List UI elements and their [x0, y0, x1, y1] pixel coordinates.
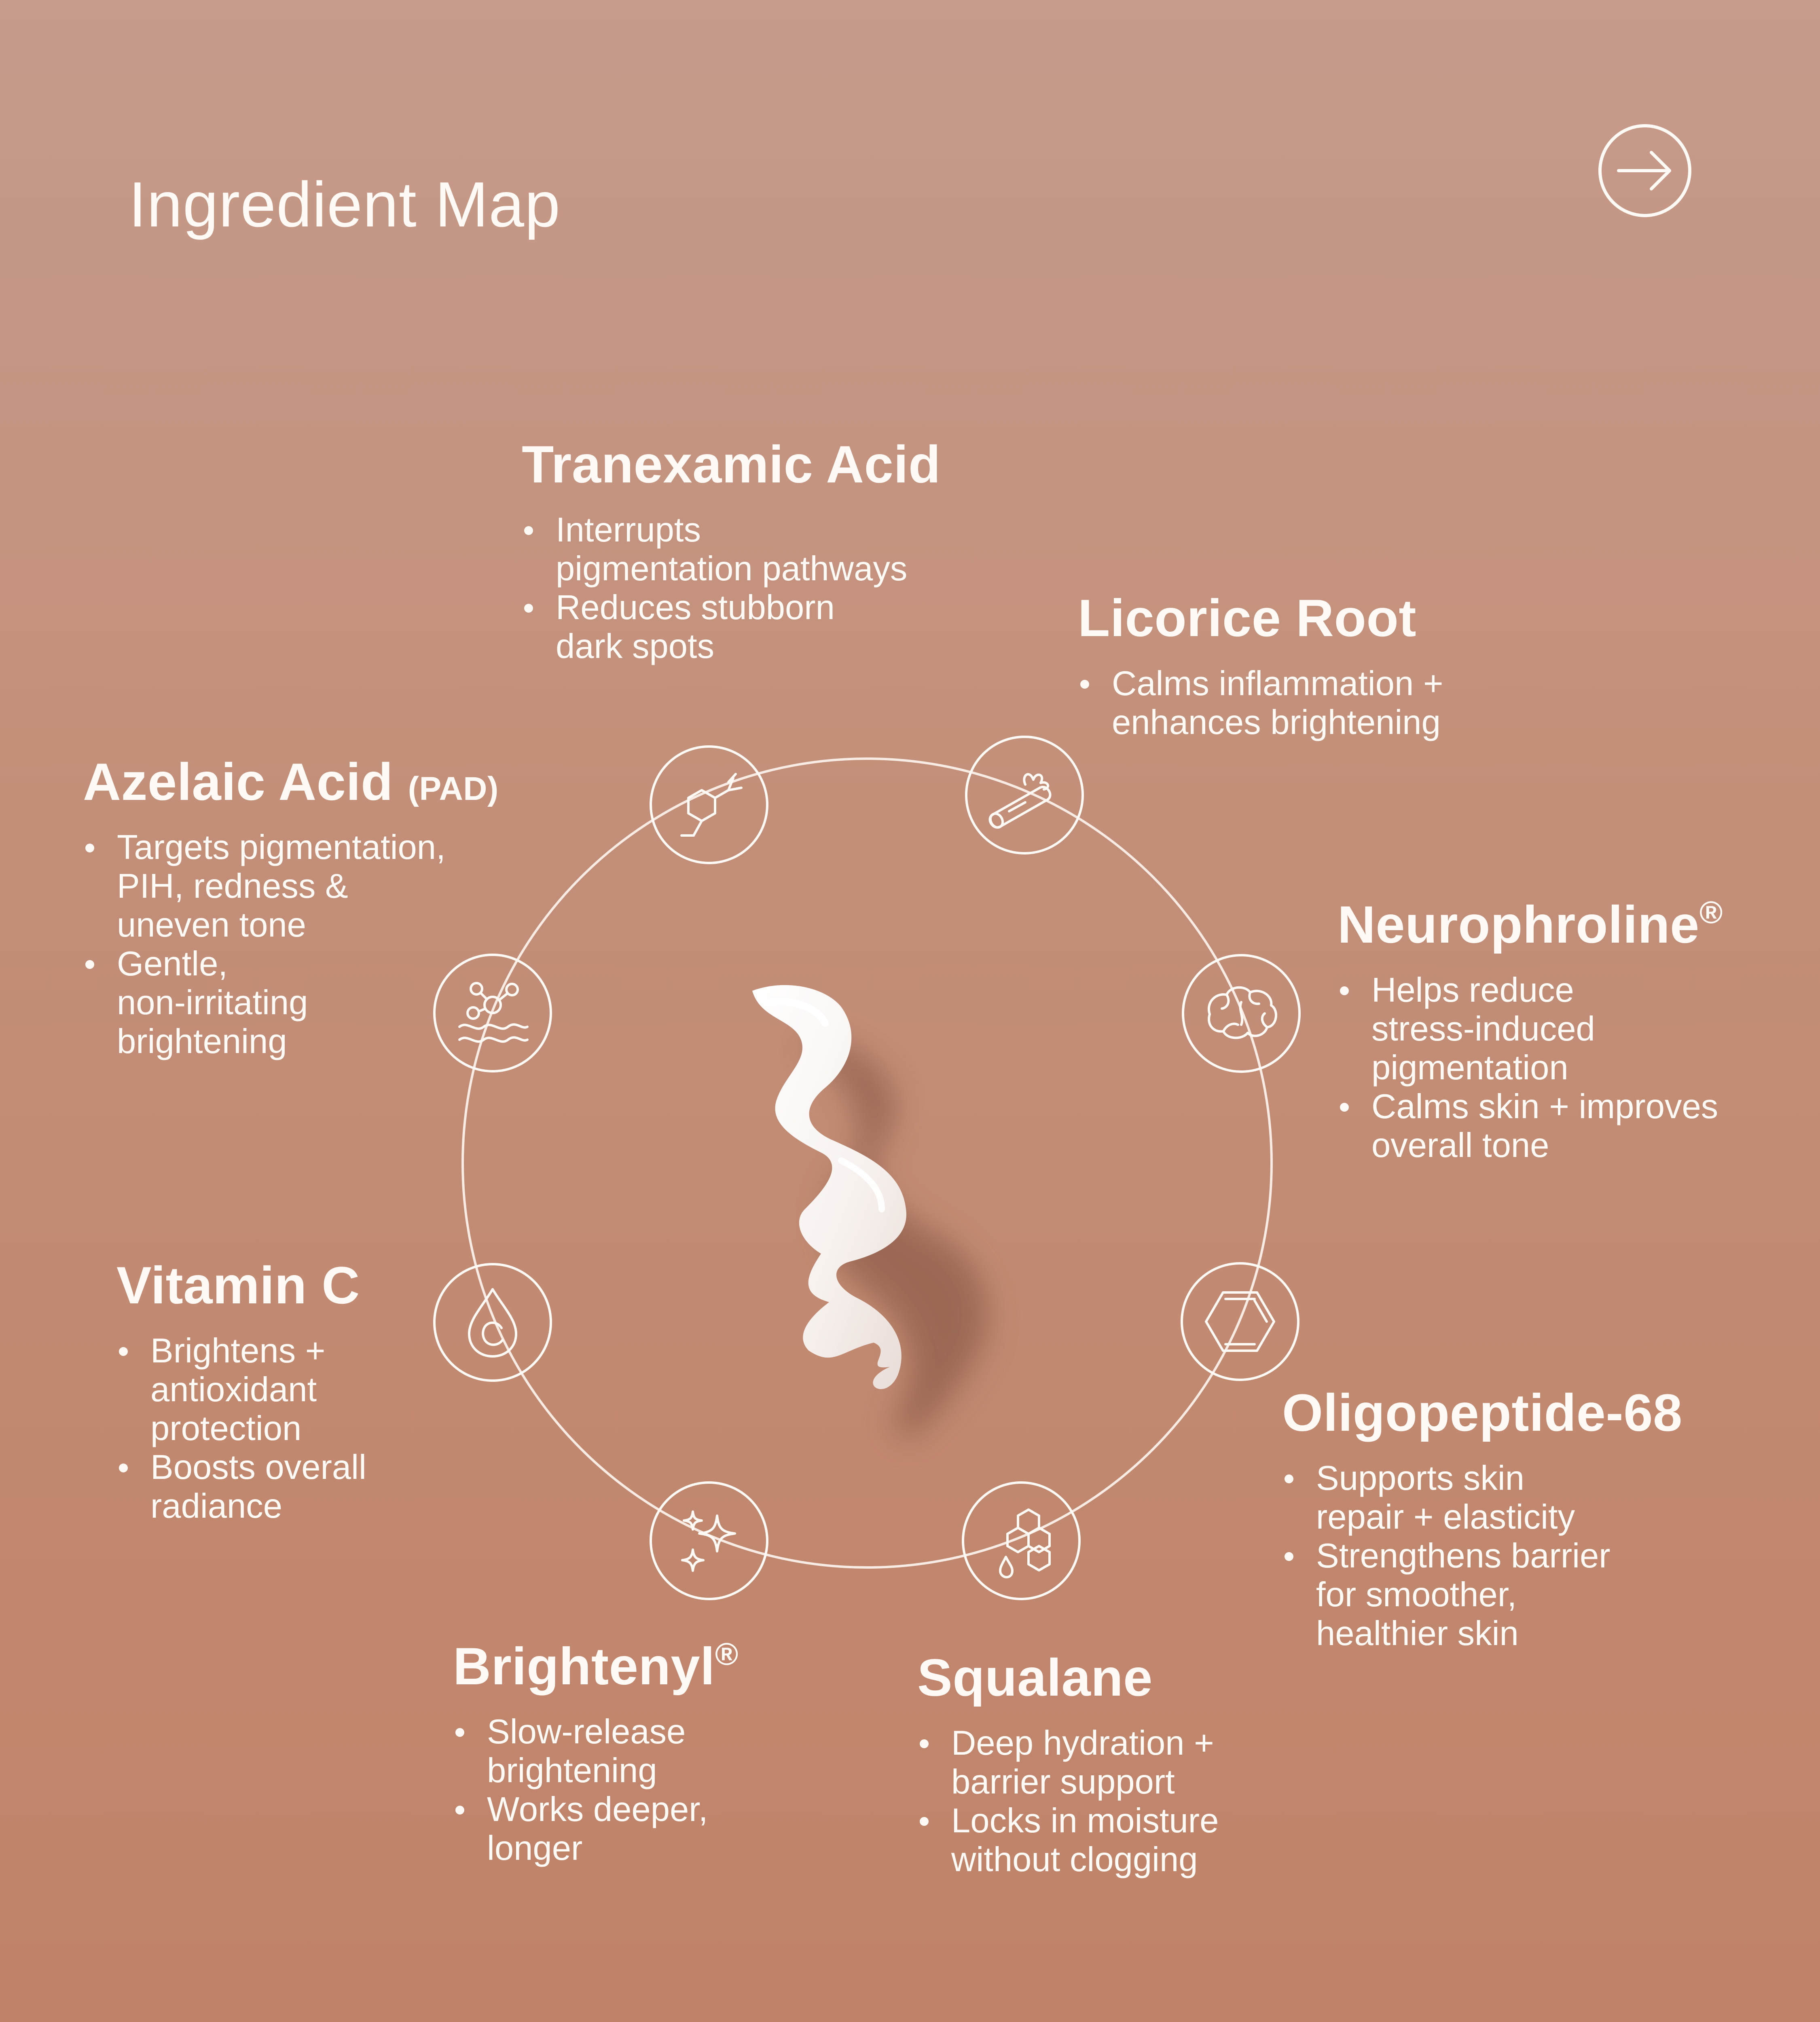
bullet [1316, 1459, 1682, 1537]
ingredient-licorice-root [1078, 590, 1443, 742]
arrow-right-circle-icon [1598, 123, 1692, 218]
ingredient-vitamin-c [116, 1258, 366, 1526]
next-button[interactable] [1598, 123, 1692, 218]
ingredient-title [917, 1650, 1219, 1705]
bullet-text: Calms inflammation + enhances brightening [1112, 664, 1443, 742]
ingredient-tranexamic-acid [522, 437, 941, 666]
honeycomb-drop-icon [961, 1481, 1081, 1601]
bullet-text: Slow-release brightening [487, 1712, 686, 1790]
bullet [951, 1802, 1219, 1879]
bullet-text: Supports skin repair + elasticity [1316, 1459, 1575, 1536]
bullet-text: Locks in moisture without clogging [951, 1801, 1219, 1879]
bullet [487, 1713, 739, 1790]
ingredient-name: Neurophroline [1337, 895, 1699, 954]
ingredient-title [1282, 1385, 1682, 1440]
ingredient-name: Oligopeptide-68 [1282, 1383, 1682, 1442]
bullet-text: Gentle, non-irritating brightening [117, 944, 308, 1061]
ingredient-neurophroline [1337, 896, 1723, 1165]
ingredient-name: Licorice Root [1078, 588, 1417, 647]
ingredient-azelaic-acid [83, 754, 499, 1061]
ingredient-title [83, 754, 499, 810]
bullet-text: Helps reduce stress-induced pigmentation [1371, 971, 1595, 1087]
bullet [556, 511, 941, 588]
bullet [1112, 664, 1443, 742]
bullet [1371, 971, 1723, 1087]
ingredient-title [1078, 590, 1443, 646]
bullet [117, 828, 499, 945]
bullet-text: Interrupts pigmentation pathways [556, 510, 908, 588]
ingredient-brightenyl [453, 1638, 739, 1868]
bullet-text: Deep hydration + barrier support [951, 1724, 1214, 1801]
bullet-text: Targets pigmentation, PIH, redness & uneven tone [117, 828, 446, 944]
hexagon-ring-icon [1180, 1262, 1300, 1381]
ingredient-oligopeptide-68 [1282, 1385, 1682, 1653]
ingredient-title [1337, 896, 1723, 952]
bullet-text: Reduces stubborn dark spots [556, 588, 835, 666]
bullet-text: Works deeper, longer [487, 1790, 708, 1868]
bullet [951, 1724, 1219, 1802]
registered-mark: ® [1699, 895, 1723, 930]
bullet-text: Calms skin + improves overall tone [1371, 1087, 1718, 1165]
ingredient-name: Vitamin C [116, 1256, 360, 1315]
bullet [556, 588, 941, 666]
ingredient-name: Azelaic Acid [83, 752, 394, 811]
bullet-text: Strengthens barrier for smoother, healthier skin [1316, 1536, 1610, 1653]
page-title: Ingredient Map [129, 169, 561, 240]
brain-icon [1181, 954, 1301, 1073]
bullet [117, 945, 499, 1061]
bullet [150, 1448, 366, 1526]
ingredient-squalane [917, 1650, 1219, 1879]
ingredient-suffix: (PAD) [408, 770, 499, 807]
sparkles-icon [649, 1481, 769, 1601]
bullet [150, 1332, 366, 1448]
registered-mark: ® [715, 1636, 739, 1672]
ingredient-title [116, 1258, 366, 1313]
ingredient-name: Brightenyl [453, 1637, 715, 1696]
vitamin-c-drop-icon [433, 1263, 552, 1382]
molecule-chain-icon [649, 745, 769, 865]
bullet-text: Boosts overall radiance [150, 1448, 366, 1525]
ingredient-name: Tranexamic Acid [522, 435, 941, 494]
bullet [1316, 1537, 1682, 1653]
ingredient-title [522, 437, 941, 492]
bullet [487, 1790, 739, 1868]
ingredient-name: Squalane [917, 1648, 1153, 1707]
bullet [1371, 1087, 1723, 1165]
ingredient-title [453, 1638, 739, 1694]
bullet-text: Brightens + antioxidant protection [150, 1331, 326, 1448]
root-sprout-icon [965, 735, 1084, 855]
